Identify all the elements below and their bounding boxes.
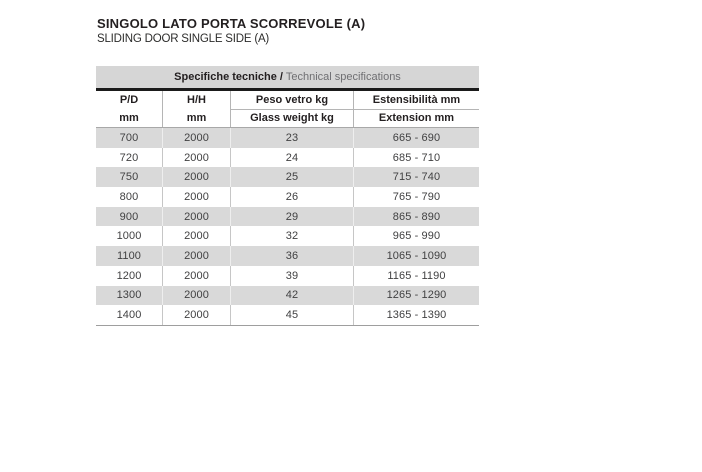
cell-extension: 865 - 890 — [353, 207, 479, 227]
cell-extension: 1365 - 1390 — [353, 305, 479, 325]
cell-pd: 800 — [119, 190, 139, 203]
cell-extension: 715 - 740 — [353, 167, 479, 187]
cell-glass-weight: 32 — [230, 226, 353, 246]
table-row — [96, 226, 479, 246]
table-row — [96, 207, 479, 227]
cell-extension: 765 - 790 — [353, 187, 479, 207]
cell-hh: 2000 — [162, 266, 230, 286]
table-row — [96, 187, 479, 207]
column-header-extension-en: Extension mm — [378, 112, 455, 125]
table-row — [96, 148, 479, 168]
cell-extension: 1165 - 1190 — [353, 266, 479, 286]
column-header-hh-label: H/H — [187, 94, 206, 106]
cell-hh: 2000 — [162, 305, 230, 325]
cell-pd: 1300 — [116, 289, 142, 302]
cell-pd: 750 — [119, 171, 139, 184]
column-header-pd — [96, 91, 162, 127]
caption-english: Technical specifications — [285, 71, 401, 83]
table-row — [96, 266, 479, 286]
cell-hh: 2000 — [162, 187, 230, 207]
cell-glass-weight: 26 — [230, 187, 353, 207]
cell-glass-weight: 45 — [230, 305, 353, 325]
cell-pd: 720 — [119, 151, 139, 164]
column-header-glass-weight — [230, 91, 353, 127]
cell-hh: 2000 — [162, 128, 230, 148]
cell-hh: 2000 — [162, 246, 230, 266]
page-subtitle: SLIDING DOOR SINGLE SIDE (A) — [97, 33, 270, 45]
cell-glass-weight: 25 — [230, 167, 353, 187]
cell-glass-weight: 24 — [230, 148, 353, 168]
cell-hh: 2000 — [162, 226, 230, 246]
cell-glass-weight: 29 — [230, 207, 353, 227]
table-row — [96, 167, 479, 187]
cell-pd: 700 — [119, 131, 139, 144]
cell-hh: 2000 — [162, 207, 230, 227]
cell-glass-weight: 42 — [230, 286, 353, 306]
cell-pd: 1000 — [116, 230, 142, 243]
cell-pd: 1200 — [116, 269, 142, 282]
table-row — [96, 305, 479, 325]
column-header-extension — [353, 91, 479, 127]
table-row — [96, 246, 479, 266]
cell-hh: 2000 — [162, 148, 230, 168]
table-row — [96, 286, 479, 306]
title-block — [97, 16, 365, 46]
cell-glass-weight: 39 — [230, 266, 353, 286]
column-header-hh-unit: mm — [186, 112, 207, 124]
table-caption — [96, 66, 479, 88]
cell-glass-weight: 36 — [230, 246, 353, 266]
cell-pd: 1400 — [116, 309, 142, 322]
page-title: SINGOLO LATO PORTA SCORREVOLE (A) — [97, 16, 366, 31]
cell-hh: 2000 — [162, 167, 230, 187]
column-header-extension-it: Estensibilità mm — [354, 91, 479, 110]
column-header-pd-label: P/D — [119, 94, 139, 106]
table-row — [96, 128, 479, 148]
cell-glass-weight: 23 — [230, 128, 353, 148]
cell-pd: 900 — [119, 210, 139, 223]
cell-hh: 2000 — [162, 286, 230, 306]
spec-table — [96, 66, 479, 326]
table-header-row — [96, 91, 479, 128]
caption-italian: Specifiche tecniche / — [174, 71, 283, 83]
column-header-pd-unit: mm — [119, 112, 139, 124]
column-header-glass-weight-it: Peso vetro kg — [231, 91, 353, 110]
table-body — [96, 128, 479, 326]
cell-extension: 1065 - 1090 — [353, 246, 479, 266]
column-header-glass-weight-en: Glass weight kg — [250, 112, 334, 125]
cell-extension: 685 - 710 — [353, 148, 479, 168]
cell-extension: 965 - 990 — [353, 226, 479, 246]
cell-pd: 1100 — [116, 249, 142, 262]
cell-extension: 1265 - 1290 — [353, 286, 479, 306]
column-header-hh — [162, 91, 230, 127]
cell-extension: 665 - 690 — [353, 128, 479, 148]
